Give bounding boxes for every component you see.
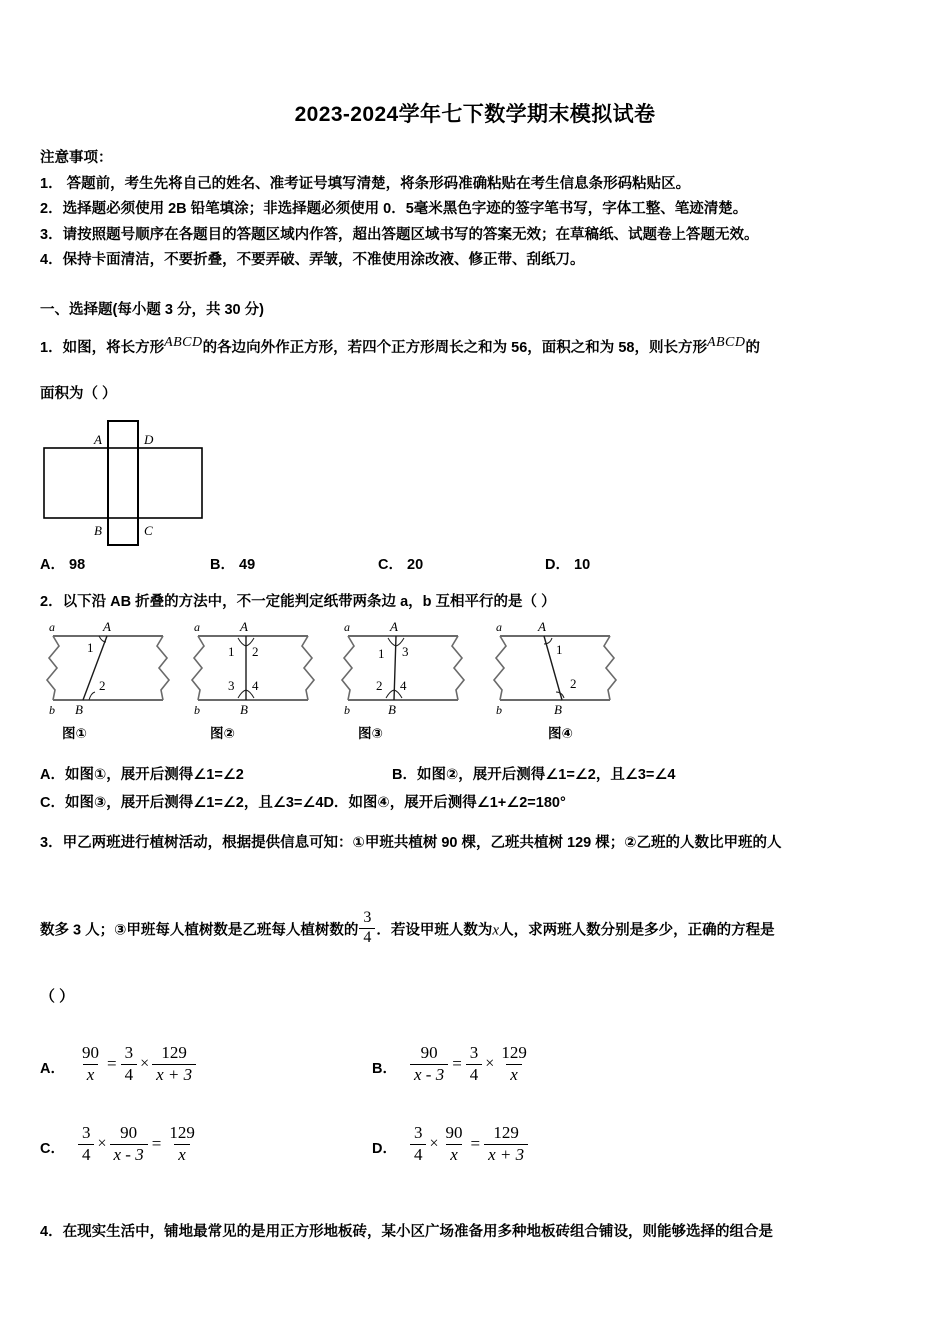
q2-fig2-angle-1: 1: [228, 644, 235, 659]
question-1-stem-line2: 面积为（ ）: [40, 386, 117, 402]
q2-fig4-edge-b: b: [496, 703, 502, 717]
q3-opt-d-coef-num: 3: [413, 1123, 423, 1143]
question-1-figure: [38, 418, 238, 548]
q2-fig2-edge-a: a: [194, 620, 200, 634]
q3-opt-c-times: ×: [97, 1135, 107, 1152]
q2-fig2-vertex-B: B: [240, 702, 248, 717]
notice-item-4: 4．保持卡面清洁，不要折叠，不要弄破、弄皱，不准使用涂改液、修正带、刮纸刀。: [40, 252, 585, 268]
q2-fig4-edge-a: a: [496, 620, 502, 634]
q3-opt-d-right-den: x + 3: [484, 1144, 528, 1164]
q3-opt-a-frac-right: [152, 1044, 196, 1083]
notice-item-2: 2．选择题必须使用 2B 铅笔填涂；非选择题必须使用 0．5毫米黑色字迹的签字笔书写，字体工整、笔迹清楚。: [40, 201, 748, 217]
q1-option-b[interactable]: [210, 553, 255, 574]
q3-opt-d-frac-right: [484, 1124, 528, 1163]
q3-opt-c-right-den: x: [174, 1144, 190, 1164]
q3-opt-a-left-num: 90: [81, 1043, 99, 1063]
q2-fig3-edge-a: a: [344, 620, 350, 634]
q3-opt-b-left-num: 90: [420, 1043, 438, 1063]
q1-option-a[interactable]: [40, 553, 85, 574]
q2-fig3-angle-4: 4: [400, 678, 407, 693]
q3-opt-d-right-num: 129: [493, 1123, 519, 1143]
notice-item-1: 1． 答题前，考生先将自己的姓名、准考证号填写清楚，将条形码准确粘贴在考生信息条形码粘贴区。: [40, 175, 691, 192]
q3-opt-d-times: ×: [429, 1135, 439, 1152]
q2-fig3-angle-3: 3: [402, 644, 409, 659]
question-2-figure-4: [492, 618, 642, 718]
q2-option-d-text: 如图④，展开后测得∠1+∠2=180°: [348, 795, 566, 811]
q2-fig1-angle-1: 1: [87, 640, 94, 655]
q2-fig3-angle-1: 1: [378, 646, 385, 661]
q2-fig3-edge-b: b: [344, 703, 350, 717]
q2-fig3-angle-2: 2: [376, 678, 383, 693]
q1-stem-part3: 的: [745, 339, 761, 356]
q3-option-d-label: D．: [372, 1141, 397, 1157]
page-title: 2023-2024学年七下数学期末模拟试卷: [294, 103, 656, 126]
q3-opt-a-equals: =: [106, 1054, 117, 1073]
question-4-stem: 4．在现实生活中，铺地最常见的是用正方形地板砖，某小区广场准备用多种地板砖组合铺设，则能够选择的组合是: [40, 1224, 774, 1240]
q3-opt-c-coef-den: 4: [78, 1144, 95, 1164]
q2-fig4-vertex-B: B: [554, 702, 562, 717]
question-2-figure-3-caption: 图③: [358, 726, 383, 741]
q3-opt-c-mid-den: x - 3: [110, 1144, 148, 1164]
q3-opt-b-left-den: x - 3: [410, 1064, 448, 1084]
q3-opt-b-coef-den: 4: [466, 1064, 483, 1084]
q3-fraction-three-quarters: [359, 910, 375, 947]
q2-fig1-angle-2: 2: [99, 678, 106, 693]
q2-option-b-text: 如图②，展开后测得∠1=∠2，且∠3=∠4: [416, 767, 676, 783]
q3-opt-c-frac-right: [165, 1124, 199, 1163]
q1-option-b-value: 49: [239, 557, 256, 573]
q2-fig2-angle-2: 2: [252, 644, 259, 659]
q3-stem-part1: 数多 3 人；③甲班每人植树数是乙班每人植树数的: [40, 922, 359, 939]
question-2-figure-4-caption: 图④: [548, 726, 573, 741]
q2-fig2-angle-4: 4: [252, 678, 259, 693]
q3-opt-c-equals: =: [151, 1134, 162, 1153]
q3-opt-d-mid-den: x: [446, 1144, 462, 1164]
q2-option-a-label: A．: [40, 767, 65, 783]
q2-fig2-edge-b: b: [194, 703, 200, 717]
q3-opt-b-frac-right: [497, 1044, 531, 1083]
q2-option-c-label: C．: [40, 795, 65, 811]
section-heading-choice: 一、选择题(每小题 3 分，共 30 分): [40, 302, 264, 318]
notice-item-3: 3．请按照题号顺序在各题目的答题区域内作答，超出答题区域书写的答案无效；在草稿纸、试题卷上答题无效。: [40, 226, 759, 243]
q1-option-d[interactable]: [545, 553, 590, 574]
q3-opt-a-right-den: x + 3: [152, 1064, 196, 1084]
q2-fig4-vertex-A: A: [538, 619, 546, 634]
question-2-figure-3: [340, 618, 490, 718]
q3-option-b[interactable]: [372, 1038, 532, 1090]
q2-option-c[interactable]: [40, 791, 566, 812]
q2-fig2-angle-3: 3: [228, 678, 235, 693]
q3-opt-a-frac-coef: [121, 1044, 138, 1083]
q2-option-a-text: 如图①，展开后测得∠1=∠2: [64, 767, 244, 783]
q3-option-a[interactable]: [40, 1038, 197, 1090]
q2-fig1-vertex-A: A: [103, 619, 111, 634]
question-2-figure-1: [45, 618, 195, 718]
q2-option-d-label: D．: [323, 795, 349, 811]
q3-stem-part3: 人，求两班人数分别是多少，正确的方程是: [499, 922, 775, 939]
q1-option-d-value: 10: [574, 557, 591, 573]
q3-opt-d-coef-den: 4: [410, 1144, 427, 1164]
q3-opt-c-frac-mid: [110, 1124, 148, 1163]
q2-fig4-angle-2: 2: [570, 676, 577, 691]
q2-fig1-edge-b: b: [49, 703, 55, 717]
q3-opt-b-frac-left: [410, 1044, 448, 1083]
q3-opt-c-mid-num: 90: [120, 1123, 138, 1143]
q3-opt-c-frac-coef: [78, 1124, 95, 1163]
question-1-stem: [40, 332, 760, 359]
q3-option-b-label: B．: [372, 1061, 397, 1077]
q2-fig4-angle-1: 1: [556, 642, 563, 657]
q3-opt-a-coef-num: 3: [124, 1043, 134, 1063]
q3-fraction-denominator: 4: [359, 928, 375, 947]
q3-variable-x: x: [492, 922, 500, 939]
q3-option-c[interactable]: [40, 1118, 200, 1170]
q1-vertex-label-D: D: [144, 432, 154, 447]
question-2-stem: 2．以下沿 AB 折叠的方法中，不一定能判定纸带两条边 a，b 互相平行的是（ ）: [40, 594, 556, 610]
q3-opt-d-frac-mid: [442, 1124, 467, 1163]
question-2-figure-1-caption: 图①: [62, 726, 87, 741]
q3-option-c-label: C．: [40, 1141, 65, 1157]
q3-fraction-numerator: 3: [363, 909, 372, 926]
q3-opt-c-right-num: 129: [169, 1123, 195, 1143]
q1-vertex-label-B: B: [94, 523, 102, 538]
q3-option-a-label: A．: [40, 1061, 65, 1077]
q2-option-b[interactable]: [392, 763, 675, 784]
q1-stem-part1: 1．如图，将长方形: [40, 339, 165, 356]
q2-option-b-label: B．: [392, 767, 417, 783]
q1-vertex-label-C: C: [144, 523, 153, 538]
q1-option-d-label: D．: [545, 557, 570, 573]
q3-opt-b-right-num: 129: [501, 1043, 527, 1063]
q1-stem-part2: 的各边向外作正方形，若四个正方形周长之和为 56，面积之和为 58，则长方形: [202, 339, 707, 356]
q2-fig1-vertex-B: B: [75, 702, 83, 717]
q3-opt-a-times: ×: [140, 1055, 150, 1072]
q2-option-a[interactable]: [40, 763, 244, 784]
q3-opt-d-equals: =: [470, 1134, 481, 1153]
question-3-stem-line1: 3．甲乙两班进行植树活动，根据提供信息可知：①甲班共植树 90 棵，乙班共植树 129 棵；②乙班的人数比甲班的人: [40, 835, 782, 851]
question-2-figure-2-caption: 图②: [210, 726, 235, 741]
q1-option-a-value: 98: [69, 557, 86, 573]
notice-block: [40, 146, 920, 274]
q3-opt-b-coef-num: 3: [469, 1043, 479, 1063]
q1-rect-label-1: ABCD: [164, 335, 203, 350]
q2-fig3-vertex-B: B: [388, 702, 396, 717]
q1-option-c-value: 20: [407, 557, 424, 573]
q3-opt-b-right-den: x: [506, 1064, 522, 1084]
q3-opt-d-frac-coef: [410, 1124, 427, 1163]
q3-opt-d-mid-num: 90: [445, 1123, 463, 1143]
question-3-stem-line2: [40, 909, 775, 949]
notice-heading: 注意事项：: [40, 150, 113, 166]
q3-opt-b-equals: =: [452, 1054, 462, 1073]
q3-opt-a-frac-left: [78, 1044, 103, 1083]
q3-opt-c-coef-num: 3: [81, 1123, 91, 1143]
q1-option-a-label: A．: [40, 557, 65, 573]
q3-opt-a-left-den: x: [83, 1064, 99, 1084]
q3-stem-part2: ．若设甲班人数为: [376, 922, 493, 939]
q2-fig3-vertex-A: A: [390, 619, 398, 634]
q1-option-c[interactable]: [378, 553, 423, 574]
q3-opt-a-coef-den: 4: [121, 1064, 138, 1084]
q2-fig2-vertex-A: A: [240, 619, 248, 634]
q2-fig1-edge-a: a: [49, 620, 55, 634]
q1-vertex-label-A: A: [94, 432, 102, 447]
q1-option-c-label: C．: [378, 557, 403, 573]
q2-option-c-text: 如图③，展开后测得∠1=∠2，且∠3=∠4: [64, 795, 324, 811]
q3-opt-a-right-num: 129: [161, 1043, 187, 1063]
question-1-options: [0, 553, 950, 575]
q3-opt-b-frac-coef: [466, 1044, 483, 1083]
q1-option-b-label: B．: [210, 557, 235, 573]
q1-rect-label-2: ABCD: [706, 335, 746, 350]
q3-option-d[interactable]: [372, 1118, 529, 1170]
question-2-figure-2: [190, 618, 340, 718]
q3-opt-b-times: ×: [485, 1055, 495, 1072]
q3-answer-blank: （ ）: [40, 988, 75, 1005]
